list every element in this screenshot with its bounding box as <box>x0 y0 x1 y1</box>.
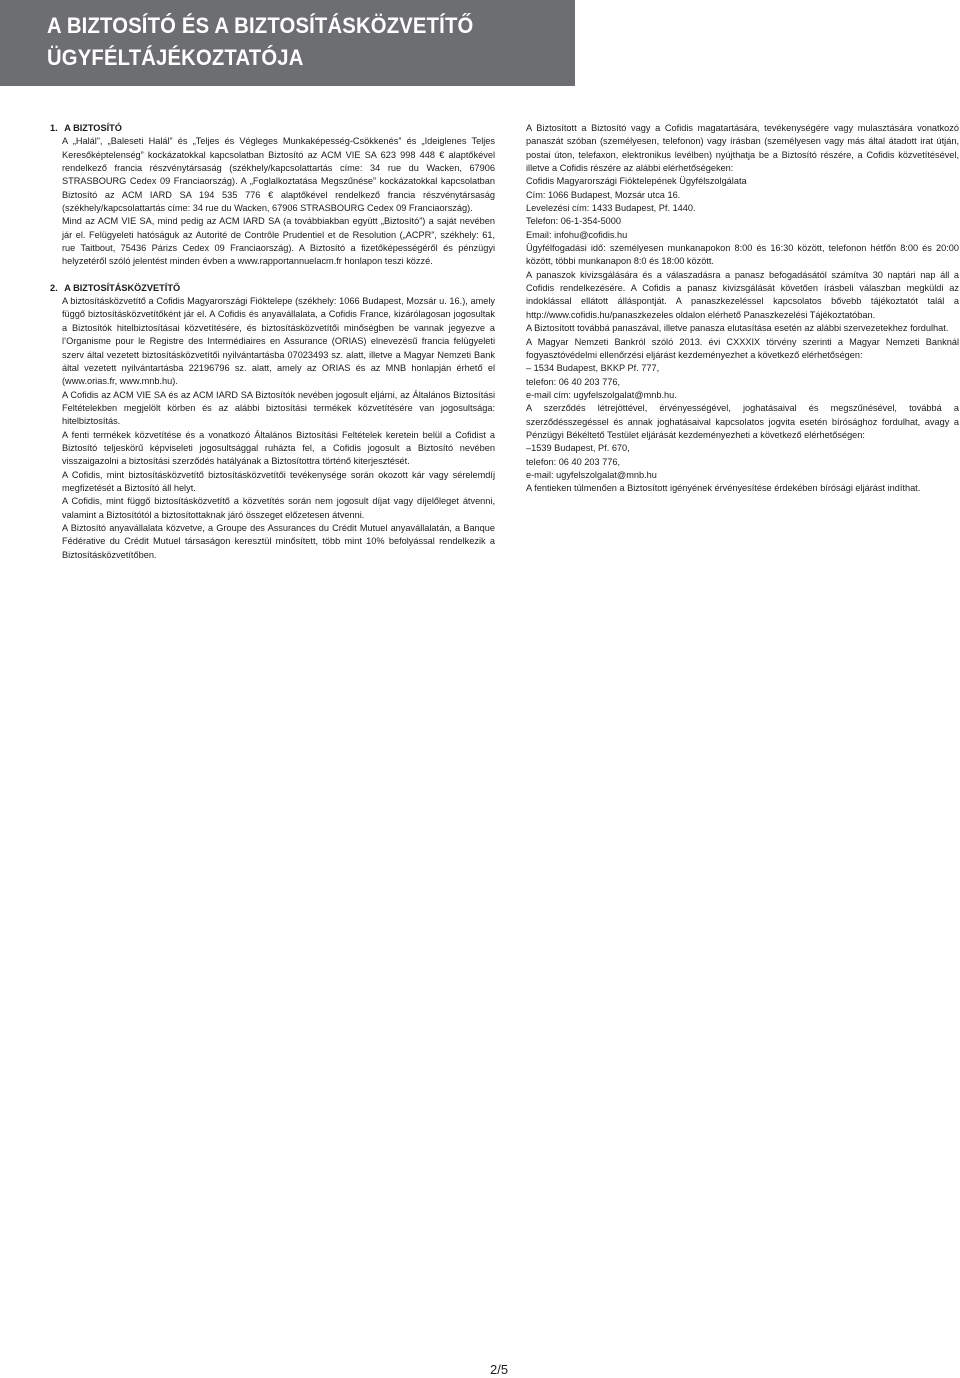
section-title: A BIZTOSÍTÓ <box>64 123 122 133</box>
contact-line: –1539 Budapest, Pf. 670, <box>526 443 630 454</box>
paragraph: A Cofidis az ACM VIE SA és az ACM IARD SA Biztosítók nevében jogosult eljárni, az Általános Biztosítási Feltételekben megjelölt körben és az alábbi biztosítási termékek közvetítésére van jogosultsága: hitelbiztosítás. <box>62 389 495 427</box>
contact-line: Telefon: 06-1-354-5000 <box>526 216 622 227</box>
contact-line: e-mail cím: ugyfelszolgalat@mnb.hu. <box>526 389 677 400</box>
contact-line: e-mail: ugyfelszolgalat@mnb.hu <box>526 469 657 480</box>
page-title <box>47 10 525 74</box>
paragraph: Mind az ACM VIE SA, mind pedig az ACM IARD SA (a továbbiakban együtt „Biztosító”) a saját nevében jár el. Felügyeleti hatóságuk az Autorité de Contrôle Prudentiel et de Resolution („ACPR”, székhely: 61, rue Taitbout, 75436 Párizs Cedex 09 Franciaország). A Biztosító a fizetőképességéről és pénzügyi helyzetéről szóló jelentést minden évben a www.rapportannuelacm.fr honlapon teszi közzé. <box>62 216 495 267</box>
section-biztosito <box>50 122 495 269</box>
page-number: 2/5 <box>490 1362 509 1377</box>
page-title-line-1: A BIZTOSÍTÓ ÉS A BIZTOSÍTÁSKÖZVETÍTŐ <box>47 13 474 38</box>
paragraph: A Magyar Nemzeti Bankról szóló 2013. évi CXXXIX törvény szerinti a Magyar Nemzeti Banknál fogyasztóvédelmi ellenőrzési eljárást kezdeményezhet a következő elérhetőségen: <box>526 336 959 360</box>
contact-line: Levelezési cím: 1433 Budapest, Pf. 1440. <box>526 203 696 214</box>
contact-line: Email: infohu@cofidis.hu <box>526 229 628 240</box>
section-title: A BIZTOSÍTÁSKÖZVETÍTŐ <box>64 282 181 293</box>
section-number: 2. <box>50 282 58 293</box>
paragraph: A Cofidis, mint függő biztosításközvetítő a közvetítés során nem jogosult díjat vagy díjelőleget átvenni, valamint a Biztosítótól a biztosítottaknak járó összeget előzetesen átvenni. <box>62 496 495 520</box>
paragraph: A „Halál”, „Baleseti Halál” és „Teljes és Végleges Munkaképesség-Csökkenés” és „Ideiglenes Teljes Keresőképtelenség” kockázatokkal kapcsolatban Biztosító az ACM VIE SA 623 998 448 € alaptőkével rendelkező francia részvénytársaság (székhely/kapcsolattartás címe: 34 rue du Wacken, 67906 STRASBOURG Cedex 09 Franciaország). A „Foglalkoztatása Megszűnése” kockázatokkal kapcsolatban Biztosító az ACM IARD SA 194 535 776 € alaptőkével rendelkező francia részvénytársaság (székhely/kapcsolattartás címe: 34 rue du Wacken, 67906 STRASBOURG Cedex 09 Franciaország). <box>62 136 495 214</box>
paragraph: A Cofidis, mint biztosításközvetítő biztosításközvetítői tevékenysége során okozott kár vagy sérelemdíj megfizetését a Biztosító áll helyt. <box>62 469 495 493</box>
left-column <box>50 122 495 562</box>
page-title-line-2: ÜGYFÉLTÁJÉKOZTATÓJA <box>47 45 304 70</box>
paragraph: A fenti termékek közvetítése és a vonatkozó Általános Biztosítási Feltételek keretein belül a Cofidist a Biztosító teljeskörű képviseleti jogosultsággal ruházta fel, a Cofidis jogosult a Biztosító nevében visszaigazolni a biztosítási szerződés hatályának a Biztosítottra történő kiterjesztését. <box>62 429 495 467</box>
paragraph: A panaszok kivizsgálására és a válaszadásra a panasz befogadásától számítva 30 naptári nap áll a Cofidis rendelkezésére. A Cofidis a panasz kivizsgálását követően írásbeli válaszban megküldi az indoklással ellátott álláspontját. A panaszkezeléssel kapcsolatos bővebb tájékoztatót talál a http://www.cofidis.hu/panaszkezeles oldalon elérhető Panaszkezelési Tájékoztatóban. <box>526 269 959 320</box>
contact-line: telefon: 06 40 203 776, <box>526 376 620 387</box>
paragraph: A fentieken túlmenően a Biztosított igényének érvényesítése érdekében bírósági eljárást indíthat. <box>526 483 921 494</box>
section-spacer <box>50 269 495 282</box>
title-band <box>0 0 575 86</box>
contact-line: – 1534 Budapest, BKKP Pf. 777, <box>526 363 660 374</box>
paragraph: A Biztosított a Biztosító vagy a Cofidis magatartására, tevékenységére vagy mulasztására vonatkozó panaszát szóban (személyesen, telefonon) vagy írásban (személyesen vagy más által átadott irat útján, postai úton, telefaxon, elektronikus levélben) nyújthatja be a Biztosító részére, a Cofidis közvetítésével, illetve a Cofidis részére az alábbi elérhetőségeken: <box>526 123 959 174</box>
section-heading <box>50 282 495 295</box>
paragraph: A Biztosított továbbá panaszával, illetve panasza elutasítása esetén az alábbi szervezetekhez fordulhat. <box>526 323 949 334</box>
right-column <box>526 122 959 496</box>
contact-line: Cofidis Magyarországi Fióktelepének Ügyfélszolgálata <box>526 176 747 187</box>
paragraph: A Biztosító anyavállalata közvetve, a Groupe des Assurances du Crédit Mutuel anyavállalatán, a Banque Fédérative du Crédit Mutuel társaságon keresztül minősített, több mint 10% befolyással rendelkezik a Biztosításközvetítőben. <box>62 522 495 560</box>
paragraph: A szerződés létrejöttével, érvényességével, joghatásaival és megszűnésével, továbbá a szerződésszegéssel és annak joghatásaival kapcsolatos jogvita esetén bírósághoz fordulhat, avagy a Pénzügyi Békéltető Testület eljárását kezdeményezheti a következő elérhetőségen: <box>526 403 959 440</box>
paragraph: Ügyfélfogadási idő: személyesen munkanapokon 8:00 és 16:30 között, telefonon hétfőn 8:00 és 20:00 között, többi munkanapon 8:0 és 18:00 között. <box>526 243 959 267</box>
section-biztositaskozvetito <box>50 282 495 562</box>
section-heading <box>50 122 495 135</box>
contact-line: Cím: 1066 Budapest, Mozsár utca 16. <box>526 189 681 200</box>
section-number: 1. <box>50 123 58 133</box>
paragraph: A biztosításközvetítő a Cofidis Magyarországi Fióktelepe (székhely: 1066 Budapest, Mozsár u. 16.), amely függő biztosításközvetítőként jár el. A Cofidis és anyavállalata, a Cofidis France, kizárólagosan jogosultak a Biztosítók hitelbiztosításai közvetítésére, és biztosításközvetítői minőségben be vannak jegyezve a l’Organisme pour le Registre des Intermédiaires en Assurance (ORIAS) elnevezésű francia felügyeleti szerv által vezetett biztosításközvetítői nyilvántartásba 07023493 sz. alatt, illetve a Magyar Nemzeti Bank által vezetett nyilvántartásba 22196796 sz. alatt, amely az ORIAS és az MNB honlapján érhető el (www.orias.fr, www.mnb.hu). <box>62 296 495 387</box>
contact-line: telefon: 06 40 203 776, <box>526 456 620 467</box>
